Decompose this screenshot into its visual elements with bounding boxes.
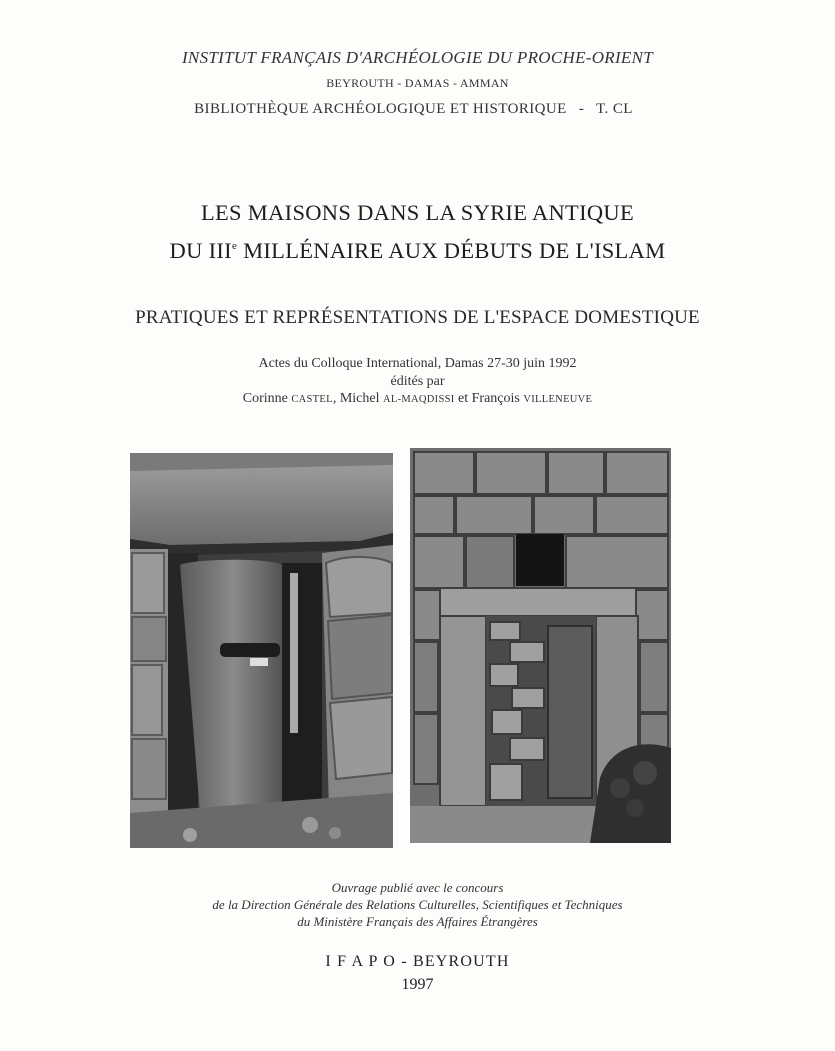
proceedings-line: Actes du Colloque International, Damas 27-30 juin 1992 xyxy=(258,356,577,371)
institute-name: INSTITUT FRANÇAIS D'ARCHÉOLOGIE DU PROCHE-ORIENT xyxy=(181,48,654,67)
editor-3-first: François xyxy=(471,391,520,406)
subtitle: PRATIQUES ET REPRÉSENTATIONS DE L'ESPACE DOMESTIQUE xyxy=(135,307,700,328)
title-line-2-end: MILLÉNAIRE AUX DÉBUTS DE L'ISLAM xyxy=(237,238,666,263)
edited-by: édités par xyxy=(390,374,445,389)
title-line-2-start: DU III xyxy=(169,238,232,263)
editor-2-first: Michel xyxy=(339,391,380,406)
editor-1-first: Corinne xyxy=(242,391,288,406)
photo-stone-door xyxy=(130,453,393,848)
title-line-1: LES MAISONS DANS LA SYRIE ANTIQUE xyxy=(200,200,635,225)
series-separator: - xyxy=(578,101,585,117)
institute-cities: BEYROUTH - DAMAS - AMMAN xyxy=(326,76,509,90)
editors-line: Corinne CASTEL, Michel AL-MAQDISSI et François VILLENEUVE xyxy=(242,391,593,406)
editor-1-last: CASTEL xyxy=(291,394,333,405)
series-line xyxy=(0,101,835,118)
editors-conjunction: et xyxy=(458,391,469,406)
editor-3-last: VILLENEUVE xyxy=(523,394,593,405)
title-line-2-superscript: e xyxy=(231,240,238,252)
photo-masonry-doorway xyxy=(410,448,671,843)
title-line-2 xyxy=(0,238,835,264)
support-line-3: du Ministère Français des Affaires Étrangères xyxy=(297,914,538,929)
publisher: I F A P O - BEYROUTH xyxy=(325,953,510,970)
series-name: BIBLIOTHÈQUE ARCHÉOLOGIQUE ET HISTORIQUE xyxy=(194,101,567,117)
editor-2-last: AL-MAQDISSI xyxy=(382,394,455,405)
series-volume: T. CL xyxy=(596,101,633,117)
support-line-2: de la Direction Générale des Relations Culturelles, Scientifiques et Techniques xyxy=(212,897,623,912)
publication-year: 1997 xyxy=(401,976,434,993)
support-line-1: Ouvrage publié avec le concours xyxy=(331,880,504,895)
